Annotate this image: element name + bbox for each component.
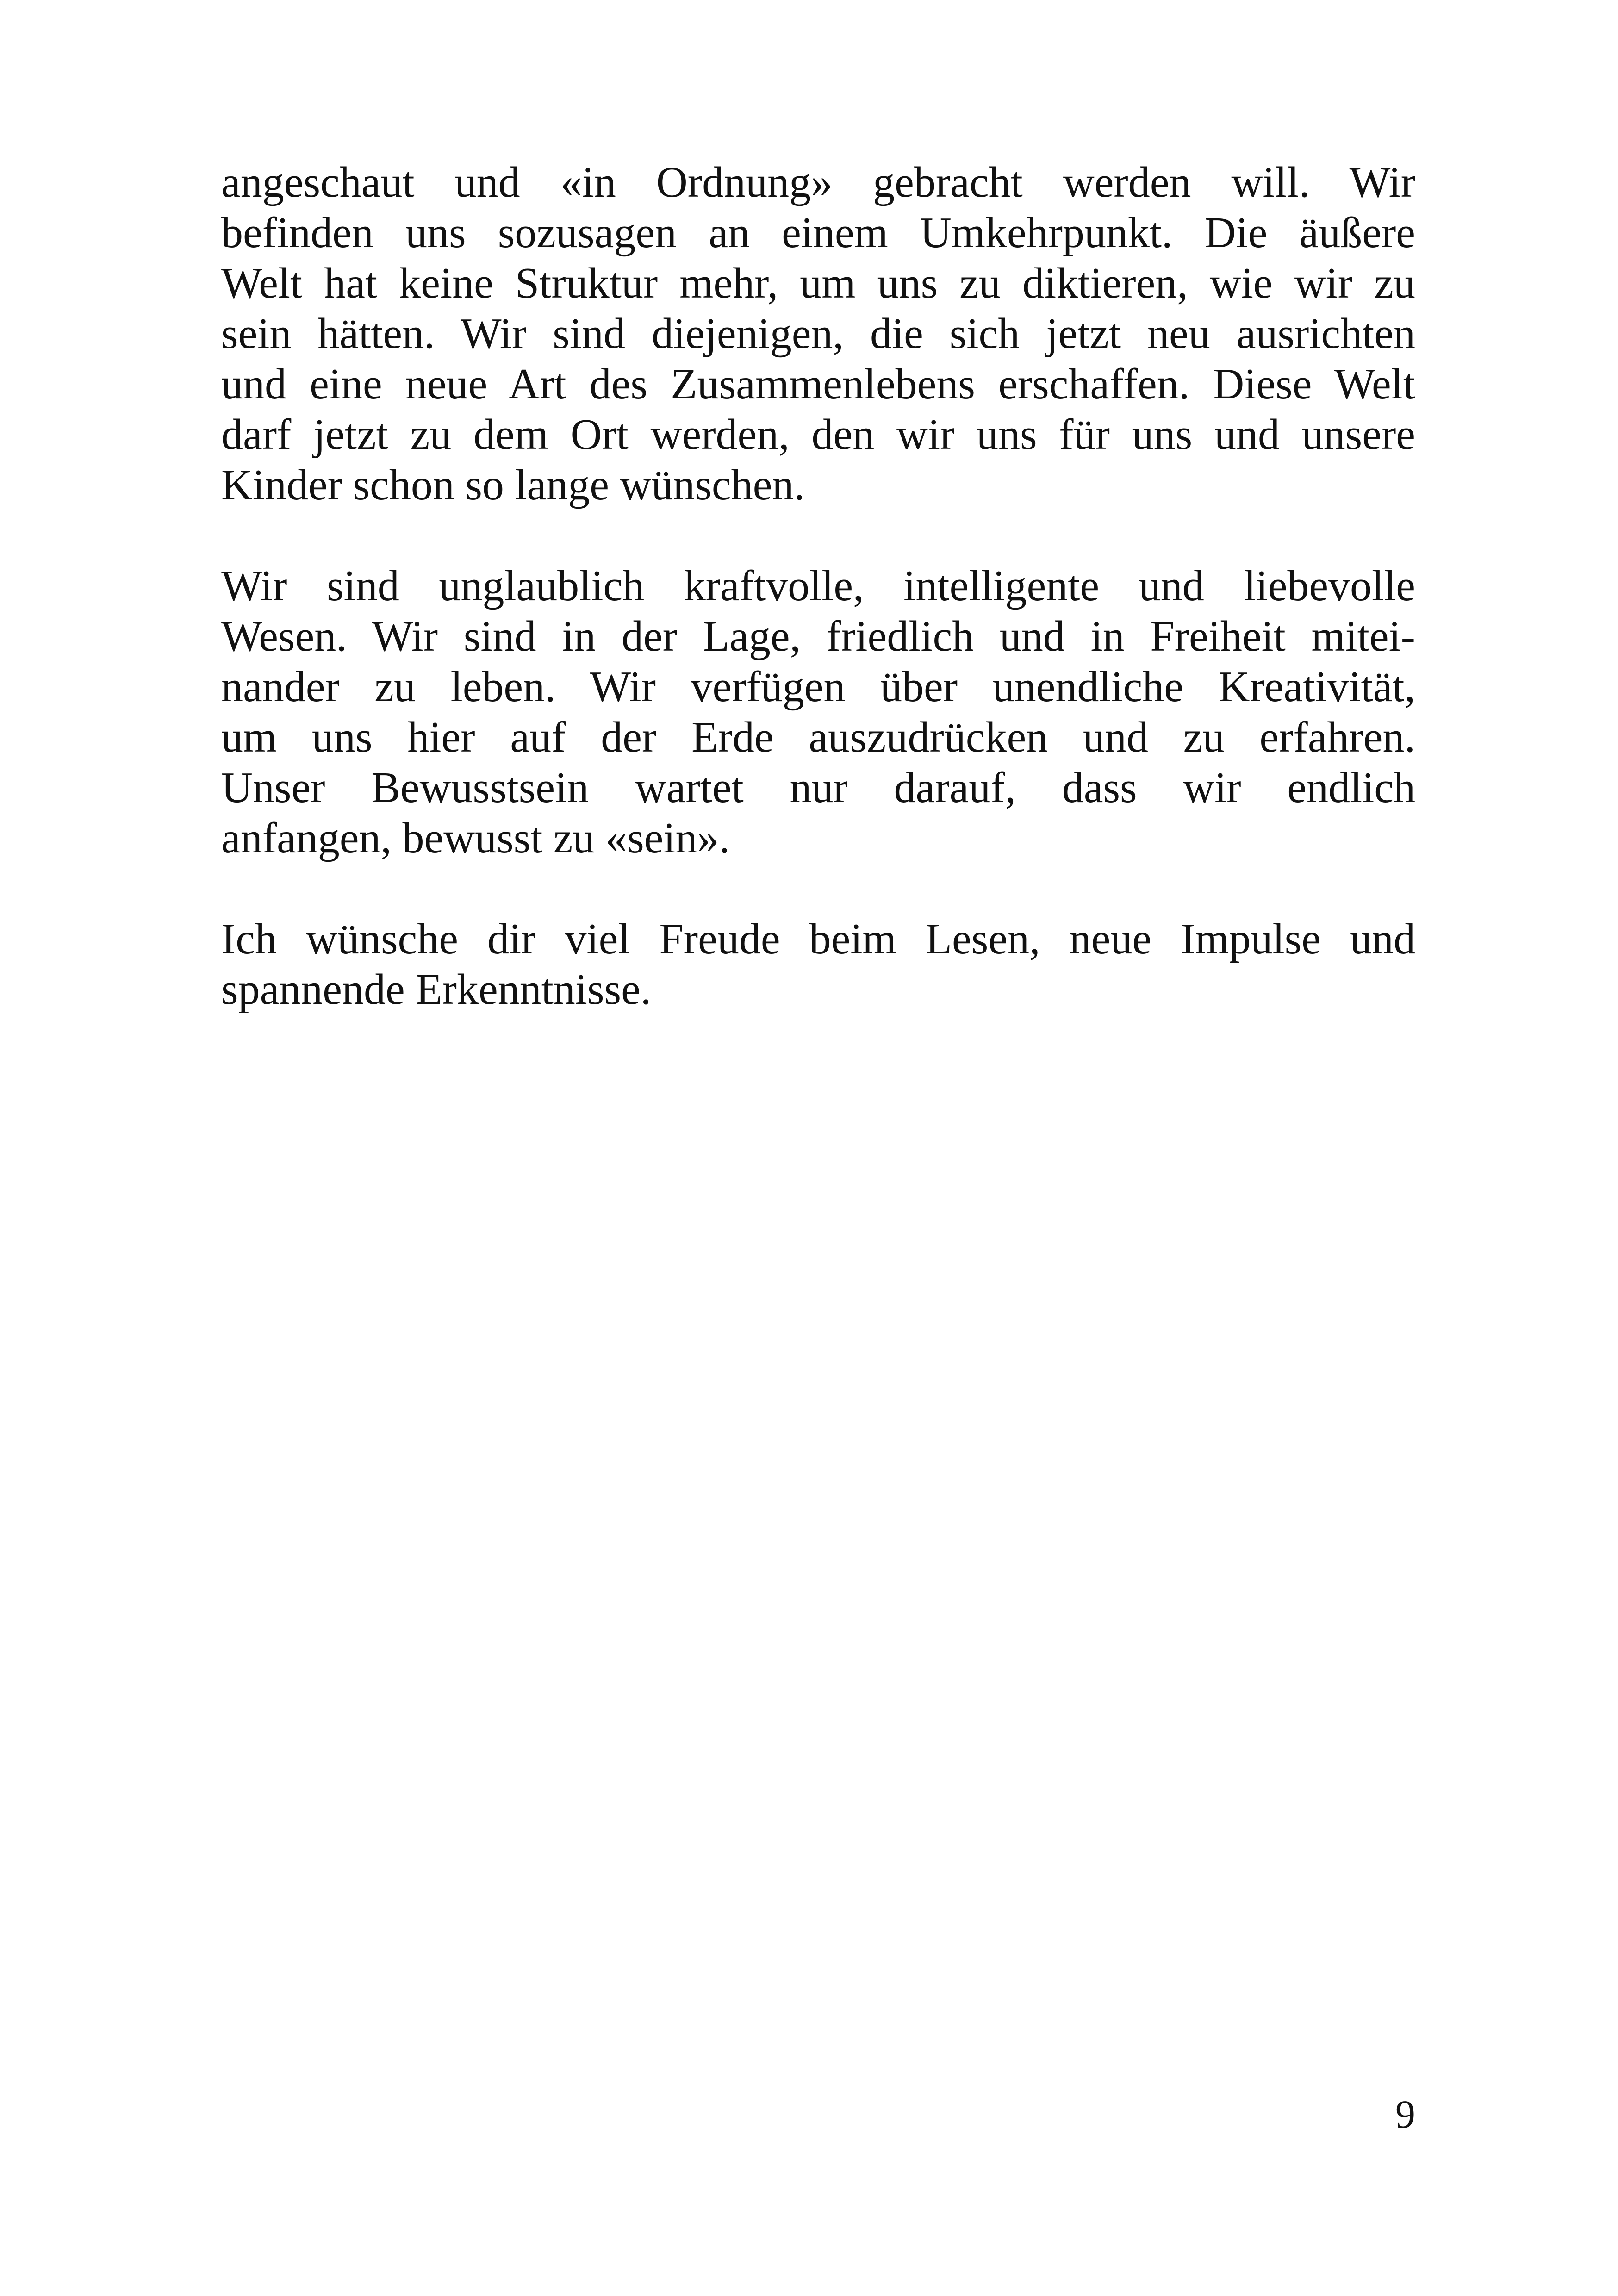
text-line: nander zu leben. Wir verfügen über unendliche Kreativität, [221, 663, 1415, 711]
paragraph-3 [221, 914, 1415, 1015]
text-line: anfangen, bewusst zu «sein». [221, 814, 730, 862]
text-line: sein hätten. Wir sind diejenigen, die sich jetzt neu ausrichten [221, 310, 1415, 358]
text-line: spannende Erkenntnisse. [221, 965, 652, 1014]
text-line: Wir sind unglaublich kraftvolle, intelligente und liebevolle [221, 562, 1415, 610]
page-number: 9 [1395, 2092, 1415, 2136]
text-line: Ich wünsche dir viel Freude beim Lesen, neue Impulse und [221, 915, 1415, 963]
text-line: befinden uns sozusagen an einem Umkehrpunkt. Die äußere [221, 209, 1415, 257]
text-line: Welt hat keine Struktur mehr, um uns zu diktieren, wie wir zu [221, 259, 1415, 307]
paragraph-1 [221, 157, 1415, 510]
paragraph-2 [221, 561, 1415, 864]
text-line: und eine neue Art des Zusammenlebens erschaffen. Diese Welt [221, 360, 1415, 408]
text-line: angeschaut und «in Ordnung» gebracht werden will. Wir [221, 158, 1415, 206]
body-text [221, 157, 1415, 1065]
text-line: Wesen. Wir sind in der Lage, friedlich und in Freiheit mitei- [221, 612, 1415, 660]
text-line: Kinder schon so lange wünschen. [221, 461, 805, 509]
text-line: darf jetzt zu dem Ort werden, den wir uns für uns und unsere [221, 411, 1415, 459]
text-line: Unser Bewusstsein wartet nur darauf, dass wir endlich [221, 764, 1415, 812]
text-line: um uns hier auf der Erde auszudrücken und zu erfahren. [221, 713, 1415, 761]
